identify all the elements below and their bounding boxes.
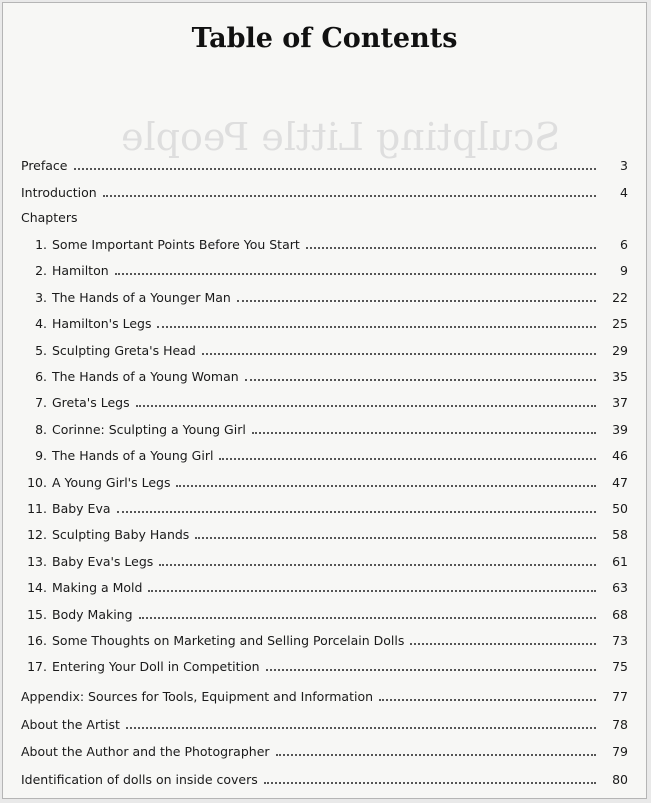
- dot-leader: [276, 753, 596, 756]
- toc-entry-page: 37: [612, 395, 628, 411]
- toc-entry-label: The Hands of a Young Girl: [52, 448, 214, 464]
- dot-leader: [126, 726, 596, 729]
- toc-entry-chapter: [3, 263, 646, 279]
- toc-entry-page: 79: [612, 744, 628, 759]
- toc-entry-page: 68: [612, 606, 628, 622]
- toc-entry-label: Hamilton: [52, 263, 109, 279]
- dot-leader: [266, 668, 596, 671]
- toc-entry-chapter: [3, 659, 646, 675]
- toc-entry-chapter: [3, 448, 646, 464]
- toc-entry-chapter: [3, 475, 646, 491]
- toc-entry-page: 47: [612, 474, 628, 490]
- toc-entry-page: 75: [612, 659, 628, 675]
- toc-entry-chapter: [3, 607, 646, 623]
- chapter-number: 1.: [35, 237, 47, 252]
- toc-entry-page: 29: [612, 342, 628, 358]
- toc-entry-page: 35: [612, 369, 628, 384]
- dot-leader: [379, 698, 596, 701]
- chapter-number: 7.: [35, 395, 47, 411]
- toc-entry-label: Hamilton's Legs: [52, 316, 152, 332]
- chapter-number: 17.: [27, 659, 47, 675]
- toc-entry-page: 39: [612, 421, 628, 437]
- chapters-heading: Chapters: [21, 210, 78, 225]
- toc-entry-chapter: [3, 501, 646, 517]
- toc-entry-page: 4: [620, 185, 628, 200]
- chapter-number: 10.: [27, 474, 47, 490]
- toc-entry-page: 63: [612, 580, 628, 596]
- toc-entry-label: Some Thoughts on Marketing and Selling Porcelain Dolls: [52, 633, 405, 648]
- dot-leader: [115, 272, 596, 275]
- dot-leader: [136, 404, 596, 407]
- toc-entry-chapter: [3, 290, 646, 306]
- dot-leader: [410, 642, 596, 645]
- toc-entry-label: Introduction: [21, 185, 97, 200]
- toc-entry-label: The Hands of a Young Woman: [52, 369, 239, 384]
- toc-entry-label: Body Making: [52, 606, 133, 622]
- dot-leader: [202, 352, 596, 355]
- toc-entry-label: Some Important Points Before You Start: [52, 237, 300, 252]
- toc-entry-label: About the Author and the Photographer: [21, 744, 270, 759]
- toc-entry-label: Appendix: Sources for Tools, Equipment and Information: [21, 689, 374, 704]
- toc-entry-label: About the Artist: [21, 717, 120, 732]
- toc-entry-page: 22: [612, 289, 628, 305]
- toc-entry-page: 25: [612, 316, 628, 332]
- toc-entry-chapter: [3, 237, 646, 253]
- dot-leader: [264, 781, 596, 784]
- chapter-number: 2.: [35, 263, 47, 279]
- toc-entry-page: 9: [620, 263, 628, 279]
- toc-entry-label: Sculpting Baby Hands: [52, 527, 190, 543]
- toc-entry-backmatter: [3, 772, 646, 788]
- toc-entry-page: 58: [612, 527, 628, 543]
- dot-leader: [176, 484, 596, 487]
- toc-entry-label: Sculpting Greta's Head: [52, 342, 196, 358]
- chapter-number: 9.: [35, 448, 47, 464]
- toc-entry-label: Greta's Legs: [52, 395, 130, 411]
- dot-leader: [117, 510, 597, 513]
- toc-entry-label: Entering Your Doll in Competition: [52, 659, 260, 675]
- toc-list: [3, 3, 646, 798]
- toc-entry-page: 50: [612, 501, 628, 516]
- chapter-number: 13.: [27, 553, 47, 569]
- toc-entry-backmatter: [3, 717, 646, 733]
- dot-leader: [237, 299, 596, 302]
- toc-entry-introduction: [3, 185, 646, 201]
- toc-entry-chapter: [3, 580, 646, 596]
- dot-leader: [139, 616, 596, 619]
- toc-entry-preface: [3, 158, 646, 174]
- chapter-number: 16.: [27, 633, 47, 648]
- toc-entry-label: Baby Eva: [52, 501, 111, 516]
- toc-entry-page: 46: [612, 448, 628, 464]
- toc-entry-backmatter: [3, 744, 646, 760]
- chapter-number: 12.: [27, 527, 47, 543]
- toc-entry-page: 80: [612, 772, 628, 787]
- toc-entry-label: Baby Eva's Legs: [52, 553, 154, 569]
- dot-leader: [252, 431, 596, 434]
- page-title: Table of Contents: [191, 23, 458, 54]
- chapter-number: 5.: [35, 342, 47, 358]
- toc-entry-page: 61: [612, 553, 628, 569]
- toc-entry-page: 77: [612, 689, 628, 704]
- toc-entry-page: 3: [620, 158, 628, 173]
- toc-entry-chapter: [3, 554, 646, 570]
- chapter-number: 3.: [35, 289, 47, 305]
- chapter-number: 4.: [35, 316, 47, 332]
- toc-entry-label: Corinne: Sculpting a Young Girl: [52, 421, 246, 437]
- toc-entry-label: Preface: [21, 158, 68, 173]
- chapter-number: 11.: [27, 501, 47, 516]
- bleed-through-text: Sculpting Little People: [121, 115, 561, 159]
- toc-entry-chapter: [3, 527, 646, 543]
- toc-entry-label: Identification of dolls on inside covers: [21, 772, 258, 787]
- toc-entry-page: 78: [612, 717, 628, 732]
- dot-leader: [103, 194, 596, 197]
- toc-entry-page: 6: [620, 237, 628, 252]
- toc-entry-chapter: [3, 422, 646, 438]
- chapter-number: 8.: [35, 421, 47, 437]
- dot-leader: [245, 378, 596, 381]
- chapter-number: 15.: [27, 606, 47, 622]
- toc-entry-chapter: [3, 316, 646, 332]
- toc-entry-backmatter: [3, 689, 646, 705]
- dot-leader: [306, 246, 596, 249]
- toc-entry-chapter: [3, 343, 646, 359]
- toc-entry-label: A Young Girl's Legs: [52, 474, 171, 490]
- chapter-number: 14.: [27, 580, 47, 596]
- dot-leader: [219, 457, 596, 460]
- toc-entry-chapter: [3, 395, 646, 411]
- toc-entry-label: Making a Mold: [52, 580, 143, 596]
- toc-entry-page: 73: [612, 633, 628, 648]
- toc-entry-label: The Hands of a Younger Man: [52, 289, 231, 305]
- dot-leader: [148, 589, 596, 592]
- dot-leader: [74, 167, 597, 170]
- dot-leader: [159, 563, 596, 566]
- chapter-number: 6.: [35, 369, 47, 384]
- dot-leader: [195, 536, 596, 539]
- book-page: [2, 2, 647, 799]
- toc-entry-chapter: [3, 633, 646, 649]
- dot-leader: [157, 325, 596, 328]
- toc-entry-chapter: [3, 369, 646, 385]
